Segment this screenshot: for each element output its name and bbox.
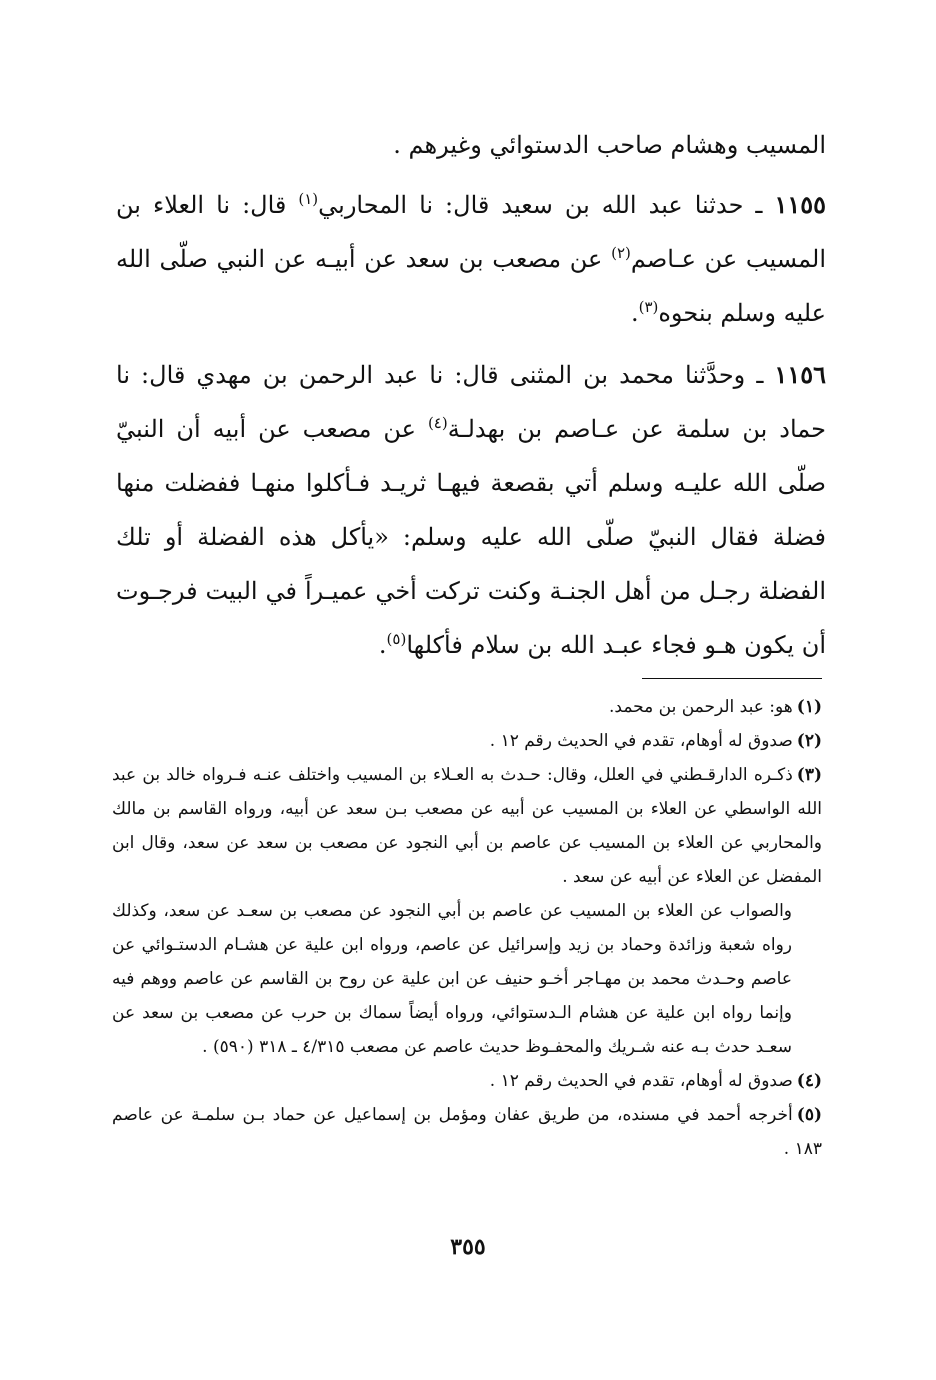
footnotes <box>112 690 822 1166</box>
footnote-3 <box>112 758 822 894</box>
footnote-ref[interactable]: (٢) <box>611 244 631 262</box>
page-number: ٣٥٥ <box>450 1234 486 1260</box>
footnote-1 <box>112 690 822 724</box>
footnote-ref[interactable]: (٥) <box>386 630 407 648</box>
hadith-1155 <box>116 178 826 340</box>
footnote-text: هو: عبد الرحمن بن محمد. <box>609 697 793 717</box>
footnote-3-continued: والصواب عن العلاء بن المسيب عن عاصم بن أبي النجود عن مصعب بن سعـد عن سعد، وكذلك رواه شعبة وزائدة وحماد بن زيد وإسرائيل عن عاصم، ورواه ابن علية عن هشـام الدستـوائي عن عاصم وحـدث محمد بن مهـاجر أخـو حنيف عن ابن علية عن روح بن القاسم عن عاصم ووهم فيه وإنما رواه ابن علية عن هشام الـدستوائي، ورواه أيضاً سماك بن حرب عن مصعب بن سعد عن سعـد حدث بـه عنه شـريك والمحفـوظ حديث عاصم عن مصعب ٤/٣١٥ ـ ٣١٨ (٥٩٠) . <box>112 901 792 1057</box>
hadith-text: عن مصعب عن أبيه أن النبيّ صلّى الله عليـه وسلم أتي بقصعة فيهـا ثريـد فـأكلوا منهـا ففضلت منها فضلة فقال النبيّ صلّى الله عليه وسلم: «يأكل هذه الفضلة أو تلك الفضلة رجـل من أهل الجنـة وكنت تركت أخي عميـراً في البيت فرجـوت أن يكون هـو فجاء عبـد الله بن سلام فأكلها <box>116 415 826 659</box>
footnote-ref[interactable]: (٣) <box>638 298 659 316</box>
hadith-text: ـ وحدَّثنا محمد بن المثنى قال: نا عبد الرحمن بن مهدي قال: نا حماد بن سلمة عن عـاصم بن بهدلـة <box>116 361 826 443</box>
footnote-marker: (٣) <box>796 765 823 785</box>
hadith-text: عن مصعب بن سعد عن أبيـه عن النبي صلّى الله عليه وسلم بنحوه <box>116 245 826 327</box>
footnote-marker: (١) <box>796 697 822 717</box>
footnote-4 <box>112 1064 822 1098</box>
hadith-text: . <box>378 631 387 659</box>
footnote-2 <box>112 724 822 758</box>
footnote-divider <box>642 678 822 679</box>
opening-line: المسيب وهشام صاحب الدستوائي وغيرهم . <box>393 131 826 159</box>
footnote-text: صدوق له أوهام، تقدم في الحديث رقم ١٢ . <box>489 731 793 751</box>
footnote-text: أخرجه أحمد في مسنده، من طريق عفان ومؤمل بن إسماعيل عن حماد بـن سلمـة عن عاصم ١٨٣ . <box>112 1105 822 1159</box>
footnote-ref[interactable]: (١) <box>298 190 319 208</box>
hadith-1156 <box>116 348 826 672</box>
footnote-ref[interactable]: (٤) <box>427 414 448 432</box>
hadith-number: ١١٥٦ <box>774 360 826 389</box>
hadith-text: . <box>630 299 639 327</box>
footnote-text: صدوق له أوهام، تقدم في الحديث رقم ١٢ . <box>489 1071 793 1091</box>
hadith-number: ١١٥٥ <box>774 190 826 219</box>
hadith-text: ـ حدثنا عبد الله بن سعيد قال: نا المحاربي <box>318 191 763 219</box>
footnote-marker: (٥) <box>796 1105 822 1125</box>
footnote-5 <box>112 1098 822 1166</box>
footnote-text: ذكـره الدارقـطني في العلل، وقال: حـدث به العـلاء بن المسيب واختلف عنـه فـرواه خالد بن عبد الله الواسطي عن العلاء بن المسيب عن أبيه عن مصعب بـن سعد عن أبيه، ورواه القاسم بن مالك والمحاربي عن العلاء بن المسيب عن عاصم بن أبي النجود عن مصعب بن سعد عن سعد، وقال ابن المفضل عن العلاء عن أبيه عن سعد . <box>112 765 822 887</box>
hadith-text: قال: نا العلاء بن المسيب عن عـاصم <box>116 191 827 273</box>
main-text <box>116 118 826 680</box>
footnote-marker: (٢) <box>796 731 822 751</box>
footnote-marker: (٤) <box>796 1071 822 1091</box>
